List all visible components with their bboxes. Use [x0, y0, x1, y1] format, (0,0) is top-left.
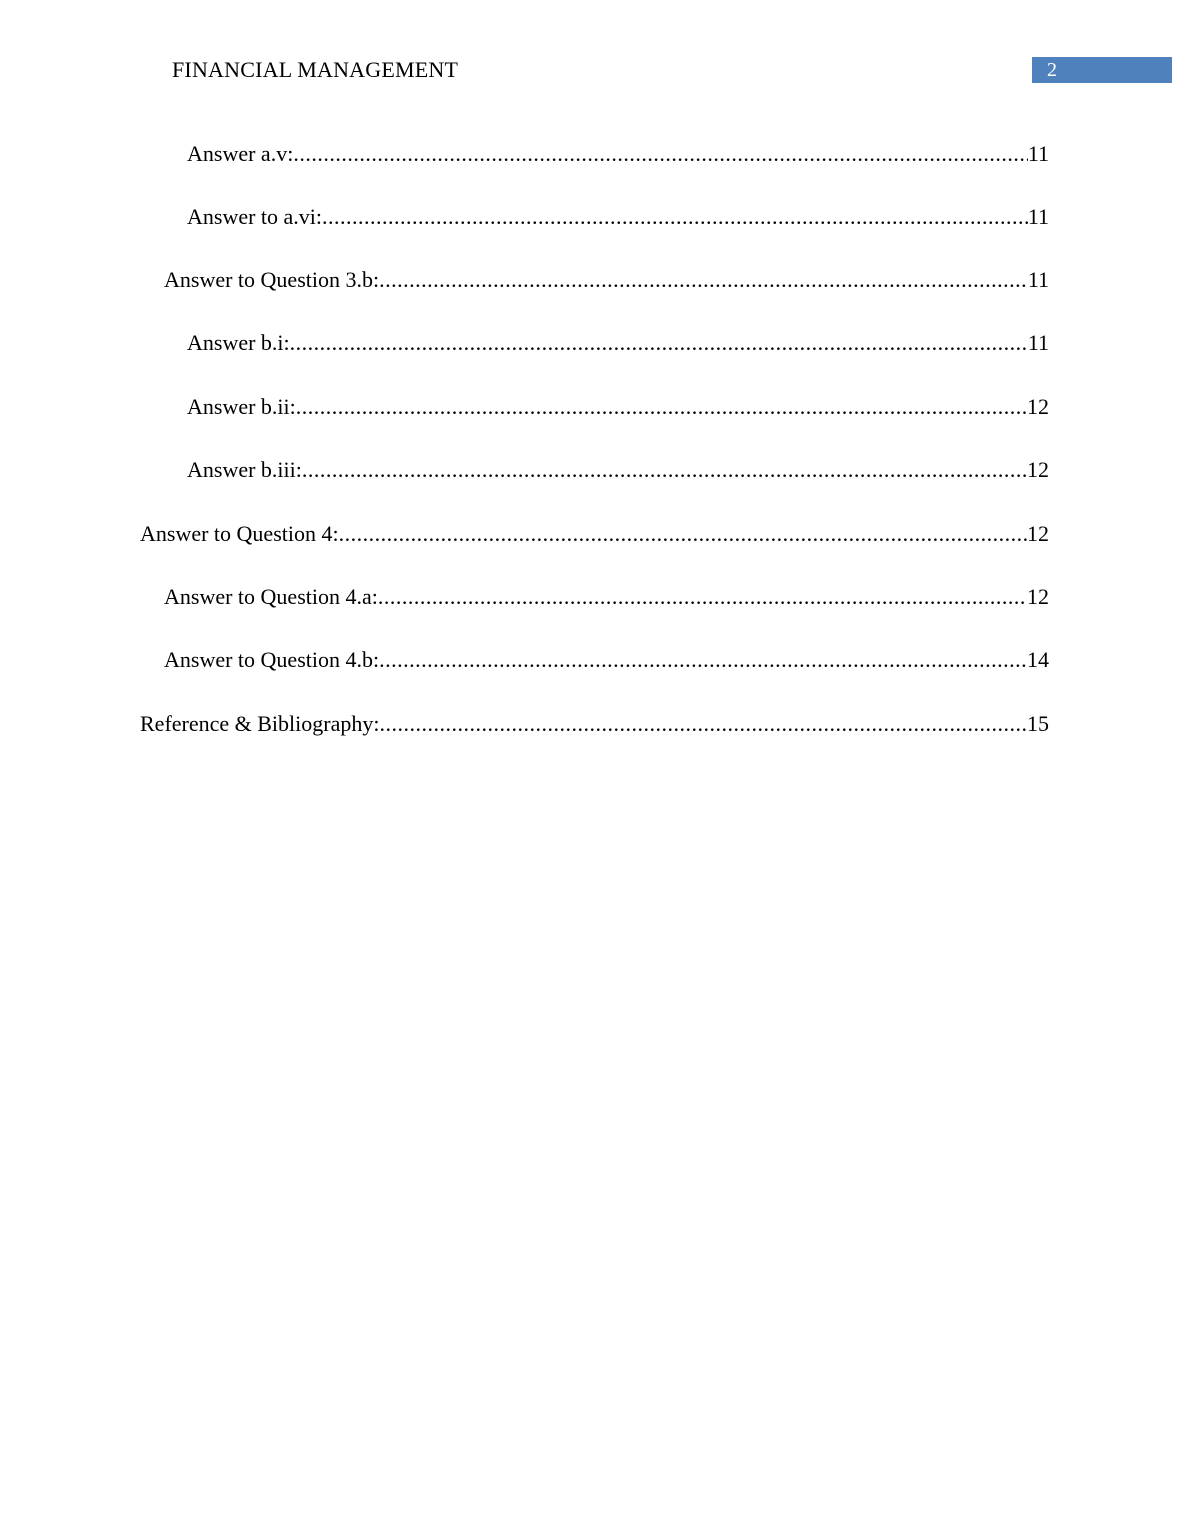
toc-entry-label: Answer to Question 3.b: [164, 267, 380, 292]
toc-dot-leader [378, 581, 1027, 613]
toc-entry-label: Answer to a.vi: [187, 204, 323, 229]
toc-entry-page: 14 [1027, 647, 1049, 672]
toc-dot-leader [322, 201, 1028, 233]
toc-entry[interactable] [187, 201, 1049, 233]
toc-entry-label: Answer a.v: [187, 141, 294, 166]
toc-entry-page: 12 [1027, 521, 1049, 546]
toc-entry-page: 11 [1027, 267, 1049, 292]
running-header-title: FINANCIAL MANAGEMENT [172, 57, 459, 82]
toc-dot-leader [296, 391, 1027, 423]
toc-entry[interactable] [164, 581, 1049, 613]
toc-dot-leader [379, 644, 1027, 676]
toc-entry-page: 12 [1027, 457, 1049, 482]
toc-dot-leader [290, 327, 1028, 359]
toc-dot-leader [379, 264, 1028, 296]
toc-entry[interactable] [187, 327, 1049, 359]
page-number-badge [1032, 57, 1172, 83]
toc-entry-page: 11 [1027, 204, 1049, 229]
toc-entry-label: Reference & Bibliography: [140, 711, 380, 736]
toc-dot-leader [379, 708, 1027, 740]
toc-entry[interactable] [140, 708, 1049, 740]
toc-entry[interactable] [164, 264, 1049, 296]
toc-dot-leader [339, 518, 1027, 550]
toc-entry-label: Answer to Question 4: [140, 521, 339, 546]
toc-entry[interactable] [164, 644, 1049, 676]
toc-dot-leader [302, 454, 1027, 486]
toc-entry-page: 11 [1027, 330, 1049, 355]
toc-entry-label: Answer b.i: [187, 330, 290, 355]
toc-entry-label: Answer b.iii: [187, 457, 302, 482]
toc-entry-page: 11 [1027, 141, 1049, 166]
page-number: 2 [1047, 59, 1057, 81]
toc-entry[interactable] [187, 454, 1049, 486]
toc-entry-label: Answer b.ii: [187, 394, 296, 419]
toc-entry-label: Answer to Question 4.b: [164, 647, 380, 672]
toc-entry[interactable] [187, 391, 1049, 423]
toc-dot-leader [293, 138, 1028, 170]
toc-entry-page: 12 [1027, 584, 1049, 609]
toc-entry-page: 15 [1027, 711, 1049, 736]
toc-entry[interactable] [140, 518, 1049, 550]
toc-entry-label: Answer to Question 4.a: [164, 584, 378, 609]
toc-entry-page: 12 [1027, 394, 1049, 419]
toc-entry[interactable] [187, 138, 1049, 170]
